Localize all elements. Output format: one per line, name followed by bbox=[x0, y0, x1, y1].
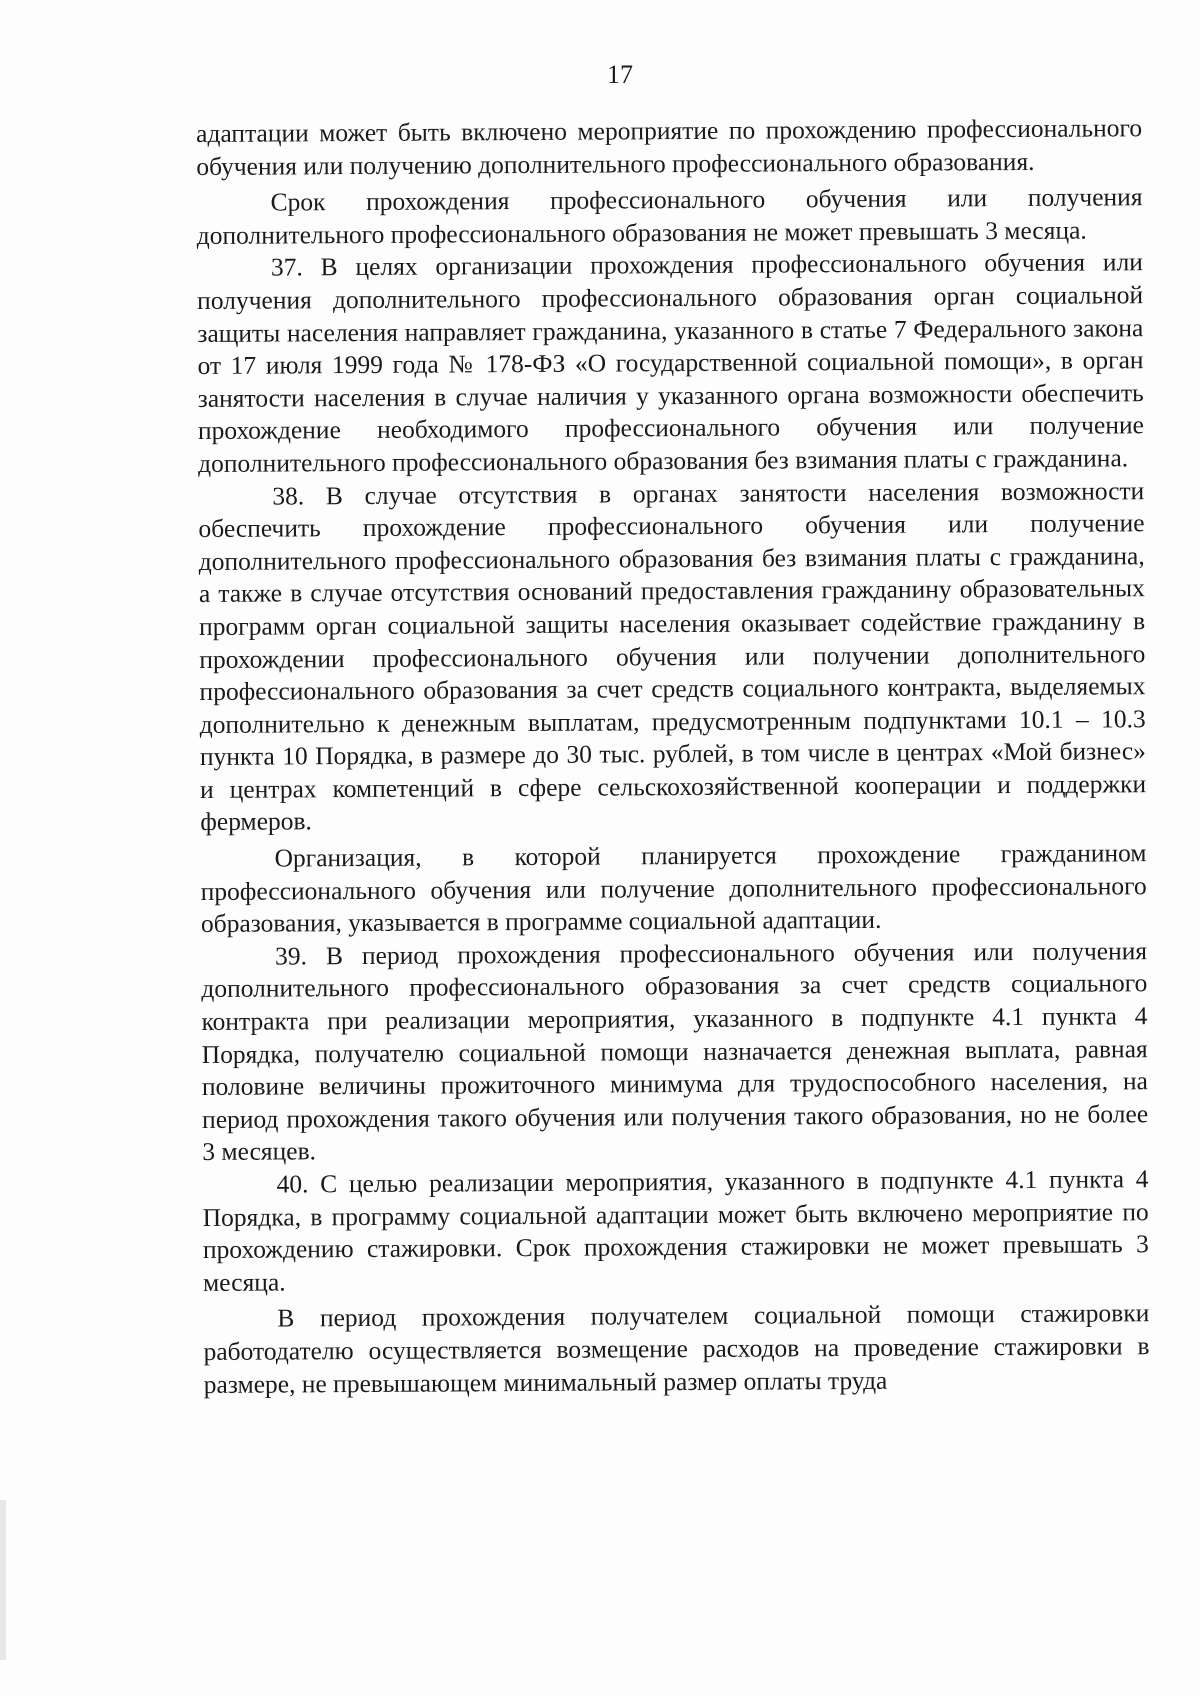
paragraph-clause-39: 39. В период прохождения профессионального обучения или получения дополнительного профессионального образования за счет средств социального контракта при реализации мероприятия, указанного в подпункте 4.1 пункта 4 Порядка, получателю социальной помощи назначается денежная выплата, равная половине величины прожиточного минимума для трудоспособного населения, на период прохождения такого обучения или получения такого образования, но не более 3 месяцев. bbox=[201, 936, 1149, 1167]
paragraph-continuation: адаптации может быть включено мероприятие по прохождению профессионального обучения или получению дополнительного профессионального образования. bbox=[196, 113, 1143, 181]
paragraph-organization: Организация, в которой планируется прохождение гражданином профессионального обучения или получение дополнительного профессионального образования, указывается в программе социальной адаптации. bbox=[200, 838, 1147, 939]
paragraph-internship-reimbursement: В период прохождения получателем социальной помощи стажировки работодателю осуществляется возмещение расходов на проведение стажировки в размере, не превышающем минимальный размер оплаты труда bbox=[203, 1298, 1150, 1399]
paragraph-clause-37: 37. В целях организации прохождения профессионального обучения или получения дополнительного профессионального образования орган социальной защиты населения направляет гражданина, указанного в статье 7 Федерального закона от 17 июля 1999 года № 178-ФЗ «О государственной социальной помощи», в орган занятости населения в случае наличия у указанного органа возможности обеспечить прохождение необходимого профессионального обучения или получение дополнительного профессионального образования без взимания платы с гражданина. bbox=[197, 247, 1144, 478]
paragraph-training-term: Срок прохождения профессионального обучения или получения дополнительного профессионального образования не может превышать 3 месяца. bbox=[196, 182, 1143, 250]
paragraph-clause-40: 40. С целью реализации мероприятия, указанного в подпункте 4.1 пункта 4 Порядка, в программу социальной адаптации может быть включено мероприятие по прохождению стажировки. Срок прохождения стажировки не может превышать 3 месяца. bbox=[202, 1164, 1149, 1297]
paragraph-clause-38: 38. В случае отсутствия в органах занятости населения возможности обеспечить прохождение профессионального обучения или получение дополнительного профессионального образования без взимания платы с гражданина, а также в случае отсутствия оснований предоставления гражданину образовательных программ орган социальной защиты населения оказывает содействие гражданину в прохождении профессионального обучения или получении дополнительного профессионального образования за счет средств социального контракта, выделяемых дополнительно к денежным выплатам, предусмотренным подпунктами 10.1 – 10.3 пункта 10 Порядка, в размере до 30 тыс. рублей, в том числе в центрах «Мой бизнес» и центрах компетенций в сфере сельскохозяйственной кооперации и поддержки фермеров. bbox=[198, 475, 1147, 837]
page-number: 17 bbox=[607, 60, 633, 89]
document-body bbox=[196, 112, 1150, 1401]
scan-edge-shadow bbox=[0, 1500, 6, 1660]
